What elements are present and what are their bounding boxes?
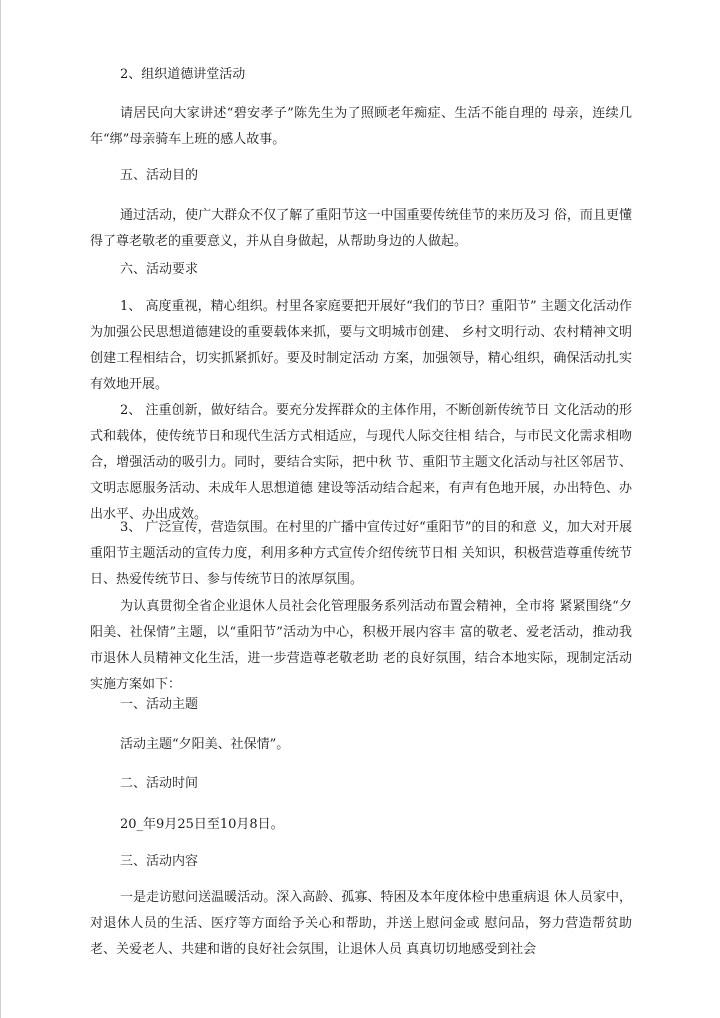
heading-activity-time: 二、活动时间 (120, 776, 199, 791)
paragraph-requirement-2: 2、 注重创新，做好结合。要充分发挥群众的主体作用，不断创新传统节日 文化活动的形式和载体，使传统节日和现代生活方式相适应，与现代人际交往相 结合，与市民文化需求相吻合，增强活动的吸引力。同时，要结合实际，把中秋 节、重阳节主题文化活动与社区邻居节、文明志愿服务活动、未成年人思想道德 建设等活动结合起来，有声有色地开展，办出特色、办出水平、办出成效。 (90, 403, 632, 522)
paragraph-activity-purpose: 通过活动，使广大群众不仅了解了重阳节这一中国重要传统佳节的来历及习 俗，而且更懂得了尊老敬老的重要意义，并从自身做起，从帮助身边的人做起。 (90, 208, 632, 249)
heading-organize-moral-lecture: 2、组织道德讲堂活动 (120, 67, 246, 82)
paragraph-requirement-1: 1、 高度重视，精心组织。村里各家庭要把开展好“我们的节日？重阳节” 主题文化活动作为加强公民思想道德建设的重要载体来抓，要与文明城市创建、 乡村文明行动、农村精神文明创建工程相结合，切实抓紧抓好。要及时制定活动 方案，加强领导，精心组织，确保活动扎实有效地开展。 (90, 299, 632, 392)
heading-activity-requirements: 六、活动要求 (120, 262, 199, 277)
paragraph-activity-time: 20_年9月25日至10月8日。 (120, 817, 284, 832)
paragraph-activity-theme: 活动主题“夕阳美、社保情”。 (120, 737, 290, 752)
heading-activity-purpose: 五、活动目的 (120, 168, 199, 183)
paragraph-filial-son-story: 请居民向大家讲述“碧安孝子”陈先生为了照顾老年痴症、生活不能自理的 母亲，连续几年“绑”母亲骑车上班的感人故事。 (90, 106, 632, 147)
paragraph-implementation-intro: 为认真贯彻全省企业退休人员社会化管理服务系列活动布置会精神，全市将 紧紧围绕“夕阳美、社保情”主题，以“重阳节”活动为中心，积极开展内容丰 富的敬老、爱老活动，推动我市退休人员精神文化生活，进一步营造尊老敬老助 老的良好氛围，结合本地实际，现制定活动实施方案如下： (90, 599, 632, 692)
heading-activity-theme: 一、活动主题 (120, 697, 199, 712)
paragraph-activity-content-1: 一是走访慰问送温暖活动。深入高龄、孤寡、特困及本年度体检中患重病退 休人员家中，对退休人员的生活、医疗等方面给予关心和帮助，并送上慰问金或 慰问品，努力营造帮贫助老、关爱老人、共建和谐的良好社会氛围，让退休人员 真真切切地感受到社会 (90, 890, 632, 957)
heading-activity-content: 三、活动内容 (120, 854, 199, 869)
paragraph-requirement-3: 3、 广泛宣传，营造氛围。在村里的广播中宣传过好“重阳节”的目的和意 义，加大对开展重阳节主题活动的宣传力度，利用多种方式宣传介绍传统节日相 关知识，积极营造尊重传统节日、热爱传统节日、参与传统节日的浓厚氛围。 (90, 520, 632, 587)
